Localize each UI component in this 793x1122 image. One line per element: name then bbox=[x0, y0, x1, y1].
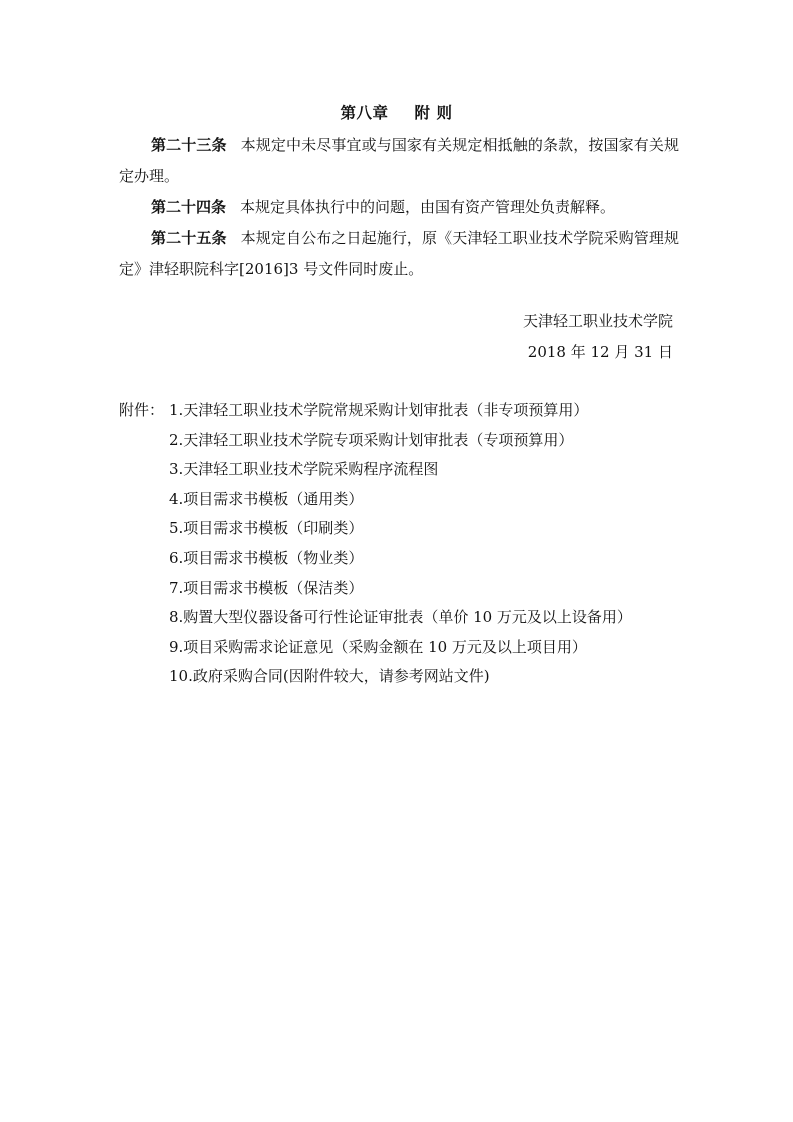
signature-date: 2018 年 12 月 31 日 bbox=[527, 343, 673, 361]
attachment-4: 4.项目需求书模板（通用类） bbox=[169, 489, 364, 508]
list-item bbox=[119, 514, 699, 544]
chapter-name: 附 则 bbox=[414, 104, 453, 122]
article-24 bbox=[119, 192, 679, 223]
article-25 bbox=[119, 223, 679, 285]
attachment-6: 6.项目需求书模板（物业类） bbox=[169, 548, 364, 567]
list-item bbox=[119, 396, 699, 426]
attachment-8: 8.购置大型仪器设备可行性论证审批表（单价 10 万元及以上设备用） bbox=[169, 608, 632, 627]
list-item bbox=[119, 544, 699, 574]
article-number: 第二十五条 bbox=[151, 229, 227, 247]
attachment-10: 10.政府采购合同(因附件较大，请参考网站文件) bbox=[169, 667, 490, 686]
list-item bbox=[119, 662, 699, 692]
list-item bbox=[119, 603, 699, 633]
article-23 bbox=[119, 130, 679, 192]
list-item bbox=[119, 485, 699, 515]
attachments-list bbox=[119, 396, 699, 692]
chapter-number: 第八章 bbox=[340, 104, 389, 122]
attachment-3: 3.天津轻工职业技术学院采购程序流程图 bbox=[169, 460, 439, 479]
attachment-9: 9.项目采购需求论证意见（采购金额在 10 万元及以上项目用） bbox=[169, 637, 587, 656]
article-text: 本规定自公布之日起施行，原《天津轻工职业技术学院采购管理规定》津轻职院科字[2016]3 号文件同时废止。 bbox=[119, 229, 679, 278]
attachment-2: 2.天津轻工职业技术学院专项采购计划审批表（专项预算用） bbox=[169, 430, 574, 449]
list-item bbox=[119, 574, 699, 604]
article-text: 本规定具体执行中的问题，由国有资产管理处负责解释。 bbox=[240, 198, 616, 216]
attachment-7: 7.项目需求书模板（保洁类） bbox=[169, 578, 364, 597]
attachment-1: 1.天津轻工职业技术学院常规采购计划审批表（非专项预算用） bbox=[169, 401, 589, 419]
signature-organization: 天津轻工职业技术学院 bbox=[522, 312, 673, 330]
attachment-5: 5.项目需求书模板（印刷类） bbox=[169, 519, 364, 538]
list-item bbox=[119, 455, 699, 485]
article-number: 第二十三条 bbox=[151, 136, 227, 154]
article-number: 第二十四条 bbox=[151, 198, 227, 216]
article-text: 本规定中未尽事宜或与国家有关规定相抵触的条款，按国家有关规定办理。 bbox=[119, 136, 679, 185]
list-item bbox=[119, 633, 699, 663]
chapter-heading bbox=[0, 101, 793, 123]
attachments-label: 附件： bbox=[119, 401, 165, 419]
list-item bbox=[119, 426, 699, 456]
